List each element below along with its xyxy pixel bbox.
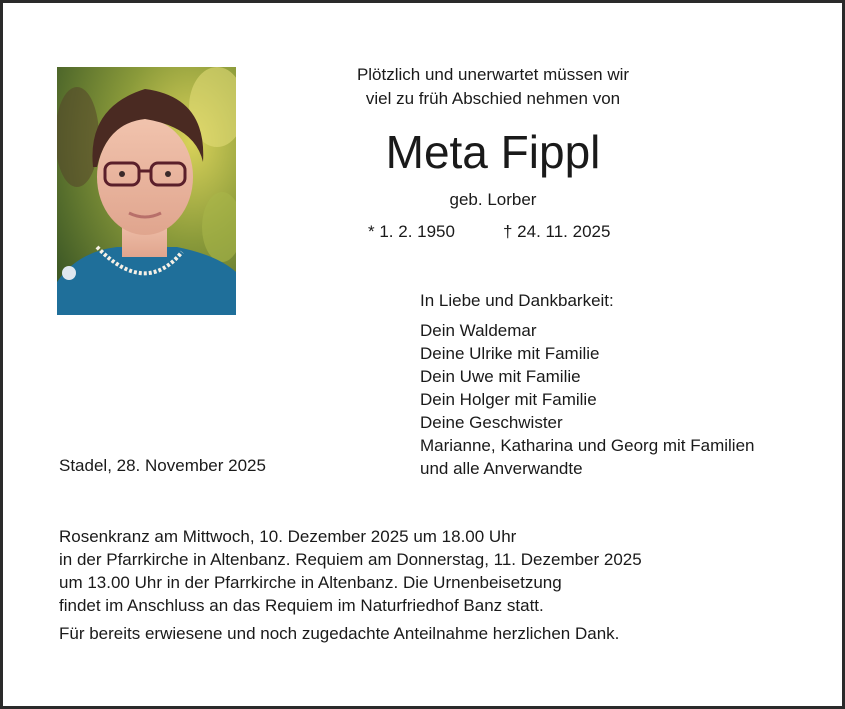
mourner-line: Dein Holger mit Familie [420,390,597,409]
thanks-line: Für bereits erwiesene und noch zugedachte Anteilnahme herzlichen Dank. [59,624,620,643]
mourner-line: Dein Uwe mit Familie [420,367,581,386]
mourners-block [420,289,755,480]
portrait-photo [57,67,236,315]
mourner-line: Dein Waldemar [420,321,537,340]
mourners-heading: In Liebe und Dankbarkeit: [420,291,614,310]
mourner-line: und alle Anverwandte [420,459,583,478]
intro-line: Plötzlich und unerwartet müssen wir [356,65,630,84]
mourner-line: Deine Ulrike mit Familie [420,344,600,363]
deceased-name: Meta Fippl [385,126,601,178]
intro-line: viel zu früh Abschied nehmen von [365,89,621,108]
service-line: Rosenkranz am Mittwoch, 10. Dezember 2025 um 18.00 Uhr [59,527,517,546]
place-and-date: Stadel, 28. November 2025 [59,456,266,475]
service-info [59,525,642,617]
intro-text [303,63,683,111]
birth-date: * 1. 2. 1950 [368,222,455,241]
birth-name: geb. Lorber [449,190,537,209]
mourner-line: Marianne, Katharina und Georg mit Familien [420,436,755,455]
service-line: findet im Anschluss an das Requiem im Naturfriedhof Banz statt. [59,596,544,615]
mourner-line: Deine Geschwister [420,413,563,432]
death-date: † 24. 11. 2025 [503,222,611,241]
service-line: um 13.00 Uhr in der Pfarrkirche in Altenbanz. Die Urnenbeisetzung [59,573,562,592]
service-line: in der Pfarrkirche in Altenbanz. Requiem am Donnerstag, 11. Dezember 2025 [59,550,642,569]
